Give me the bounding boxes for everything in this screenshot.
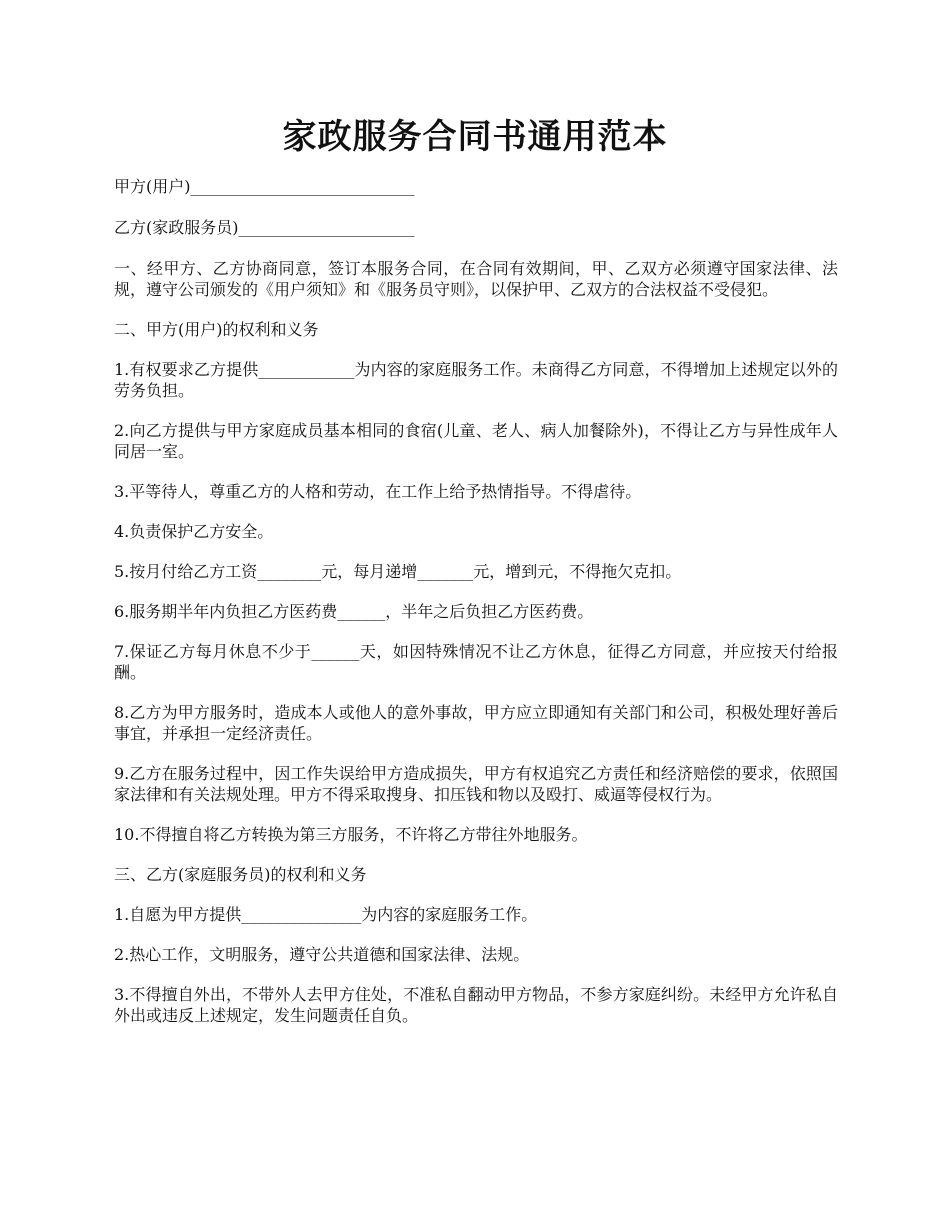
- party-a-item-3: 3.平等待人，尊重乙方的人格和劳动，在工作上给予热情指导。不得虐待。: [114, 482, 642, 501]
- document-body: [114, 176, 838, 1045]
- party-b-line: 乙方(家政服务员)______________________: [114, 218, 415, 237]
- party-a-item-10: 10.不得擅自将乙方转换为第三方服务，不许将乙方带往外地服务。: [114, 825, 588, 844]
- party-a-item-5: 5.按月付给乙方工资________元，每月递增_______元，增到元，不得拖欠克扣。: [114, 562, 682, 581]
- section-heading-party-b: 三、乙方(家庭服务员)的权利和义务: [114, 865, 367, 884]
- party-a-item-6: 6.服务期半年内负担乙方医药费______，半年之后负担乙方医药费。: [114, 602, 594, 621]
- clause-intro: 一、经甲方、乙方协商同意，签订本服务合同，在合同有效期间，甲、乙双方必须遵守国家法律、法规，遵守公司颁发的《用户须知》和《服务员守则》，以保护甲、乙双方的合法权益不受侵犯。: [114, 259, 838, 299]
- party-b-item-2: 2.热心工作，文明服务，遵守公共道德和国家法律、法规。: [114, 945, 530, 964]
- section-heading-party-a: 二、甲方(用户)的权利和义务: [114, 320, 319, 339]
- party-a-item-9: 9.乙方在服务过程中，因工作失误给甲方造成损失，甲方有权追究乙方责任和经济赔偿的要求，依照国家法律和有关法规处理。甲方不得采取搜身、扣压钱和物以及殴打、威逼等侵权行为。: [114, 764, 838, 804]
- party-a-item-4: 4.负责保护乙方安全。: [114, 522, 274, 541]
- party-b-item-1: 1.自愿为甲方提供_______________为内容的家庭服务工作。: [114, 905, 538, 924]
- document-title: 家政服务合同书通用范本: [282, 117, 668, 157]
- party-a-item-8: 8.乙方为甲方服务时，造成本人或他人的意外事故，甲方应立即通知有关部门和公司，积极处理好善后事宜，并承担一定经济责任。: [114, 703, 838, 743]
- party-a-item-1: 1.有权要求乙方提供____________为内容的家庭服务工作。未商得乙方同意，不得增加上述规定以外的劳务负担。: [114, 360, 838, 400]
- party-a-line: 甲方(用户)____________________________: [114, 177, 415, 196]
- party-a-item-2: 2.向乙方提供与甲方家庭成员基本相同的食宿(儿童、老人、病人加餐除外)，不得让乙方与异性成年人同居一室。: [114, 421, 838, 461]
- party-a-item-7: 7.保证乙方每月休息不少于______天，如因特殊情况不让乙方休息，征得乙方同意，并应按天付给报酬。: [114, 642, 838, 682]
- party-b-item-3: 3.不得擅自外出，不带外人去甲方住处，不准私自翻动甲方物品，不参方家庭纠纷。未经甲方允许私自外出或违反上述规定，发生问题责任自负。: [114, 985, 838, 1025]
